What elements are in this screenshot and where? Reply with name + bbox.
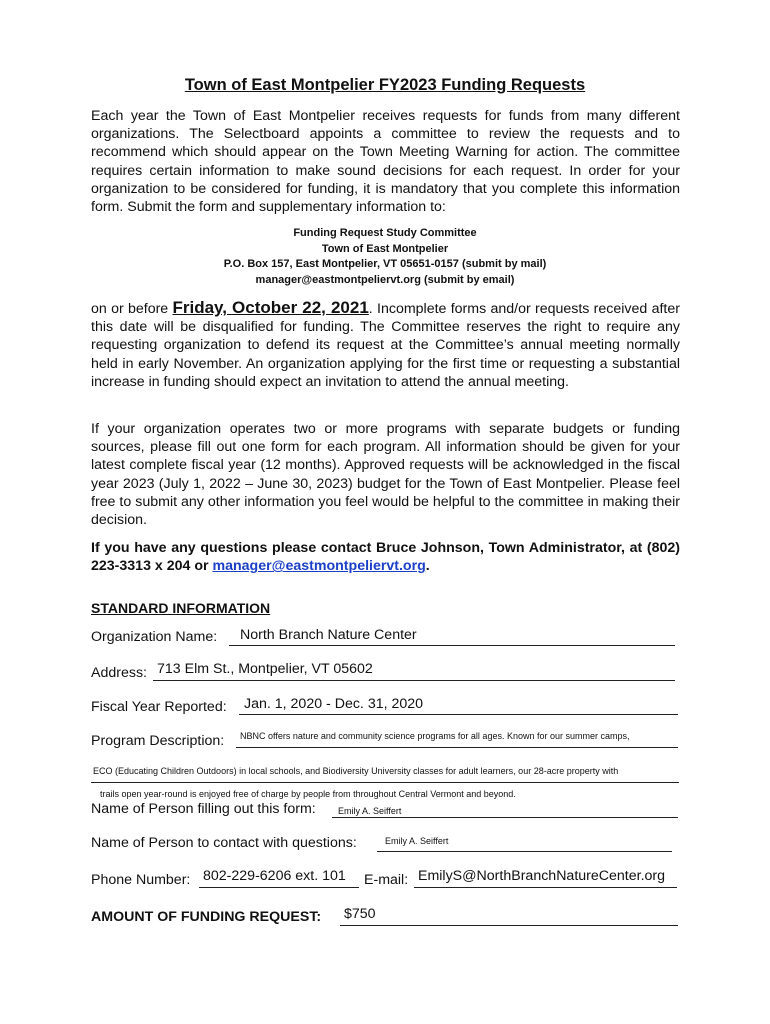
address-label: Address: bbox=[91, 665, 147, 681]
programs-paragraph: If your organization operates two or more programs with separate budgets or funding sources, please fill out one form for each program. All information should be given for your latest complete fiscal year (12 months). Approved requests will be acknowledged in the fiscal year 2023 (July 1, 2022 – June 30, 2023) budget for the Town of East Montpelier. Please feel free to submit any other information you feel would be helpful to the committee in making their decision. bbox=[91, 421, 680, 529]
address-line-email: manager@eastmontpeliervt.org (submit by email) bbox=[255, 273, 515, 286]
address-line-town: Town of East Montpelier bbox=[321, 242, 449, 255]
contact-suffix: . bbox=[425, 558, 430, 575]
contact-person-value: Emily A. Seiffert bbox=[385, 836, 449, 846]
filler-name-label: Name of Person filling out this form: bbox=[91, 801, 316, 817]
contact-person-label: Name of Person to contact with questions: bbox=[91, 835, 357, 851]
intro-paragraph: Each year the Town of East Montpelier receives requests for funds from many different organizations. The Selectboard appoints a committee to review the requests and to recommend which should appear on the Town Meeting Warning for action. The committee requires certain information to make sound decisions for each request. In order for your organization to be considered for funding, it is mandatory that you complete this information form. Submit the form and supplementary information to: bbox=[91, 108, 680, 216]
deadline-paragraph bbox=[91, 299, 680, 391]
address-line-po-box: P.O. Box 157, East Montpelier, VT 05651-0157 (submit by mail) bbox=[223, 258, 547, 270]
amount-field[interactable] bbox=[340, 905, 678, 926]
fiscal-year-label: Fiscal Year Reported: bbox=[91, 699, 227, 715]
filler-name-value: Emily A. Seiffert bbox=[338, 806, 402, 816]
email-label: E-mail: bbox=[364, 872, 409, 888]
page-title: Town of East Montpelier FY2023 Funding Requests bbox=[184, 76, 586, 94]
fiscal-year-value: Jan. 1, 2020 - Dec. 31, 2020 bbox=[244, 696, 424, 712]
amount-value: $750 bbox=[344, 906, 376, 922]
program-description-label: Program Description: bbox=[91, 733, 225, 749]
email-value: EmilyS@NorthBranchNatureCenter.org bbox=[418, 868, 666, 884]
mailing-address-block bbox=[0, 226, 770, 288]
amount-label: AMOUNT OF FUNDING REQUEST: bbox=[91, 909, 322, 925]
program-description-line-3: trails open year-round is enjoyed free of charge by people from throughout Central Vermont and beyond. bbox=[100, 789, 516, 799]
contact-text: If you have any questions please contact Bruce Johnson, Town Administrator, at (802) 223-3313 x 204 or bbox=[91, 540, 680, 575]
deadline-date: Friday, October 22, 2021 bbox=[172, 298, 369, 317]
program-description-line-2: ECO (Educating Children Outdoors) in local schools, and Biodiversity University classes for adult learners, our 28-acre property with bbox=[93, 766, 619, 776]
program-description-line-1: NBNC offers nature and community science programs for all ages. Known for our summer camps, bbox=[240, 731, 630, 741]
contact-paragraph bbox=[91, 539, 680, 575]
phone-label: Phone Number: bbox=[91, 872, 191, 888]
phone-value: 802-229-6206 ext. 101 bbox=[203, 868, 346, 884]
deadline-rest: . Incomplete forms and/or requests received after this date will be disqualified for funding. The Committee reserves the right to require any requesting organization to defend its request at the Committee’s annual meeting normally held in early November. An organization applying for the first time or requesting a substantial increase in funding should expect an invitation to attend the annual meeting. bbox=[91, 301, 680, 390]
deadline-prefix: on or before bbox=[91, 301, 173, 317]
org-name-label: Organization Name: bbox=[91, 629, 218, 645]
address-line-committee: Funding Request Study Committee bbox=[293, 227, 477, 239]
org-name-value: North Branch Nature Center bbox=[240, 627, 417, 643]
contact-email-link[interactable]: manager@eastmontpeliervt.org bbox=[212, 558, 426, 575]
section-title: STANDARD INFORMATION bbox=[91, 600, 271, 616]
address-value: 713 Elm St., Montpelier, VT 05602 bbox=[157, 661, 373, 677]
